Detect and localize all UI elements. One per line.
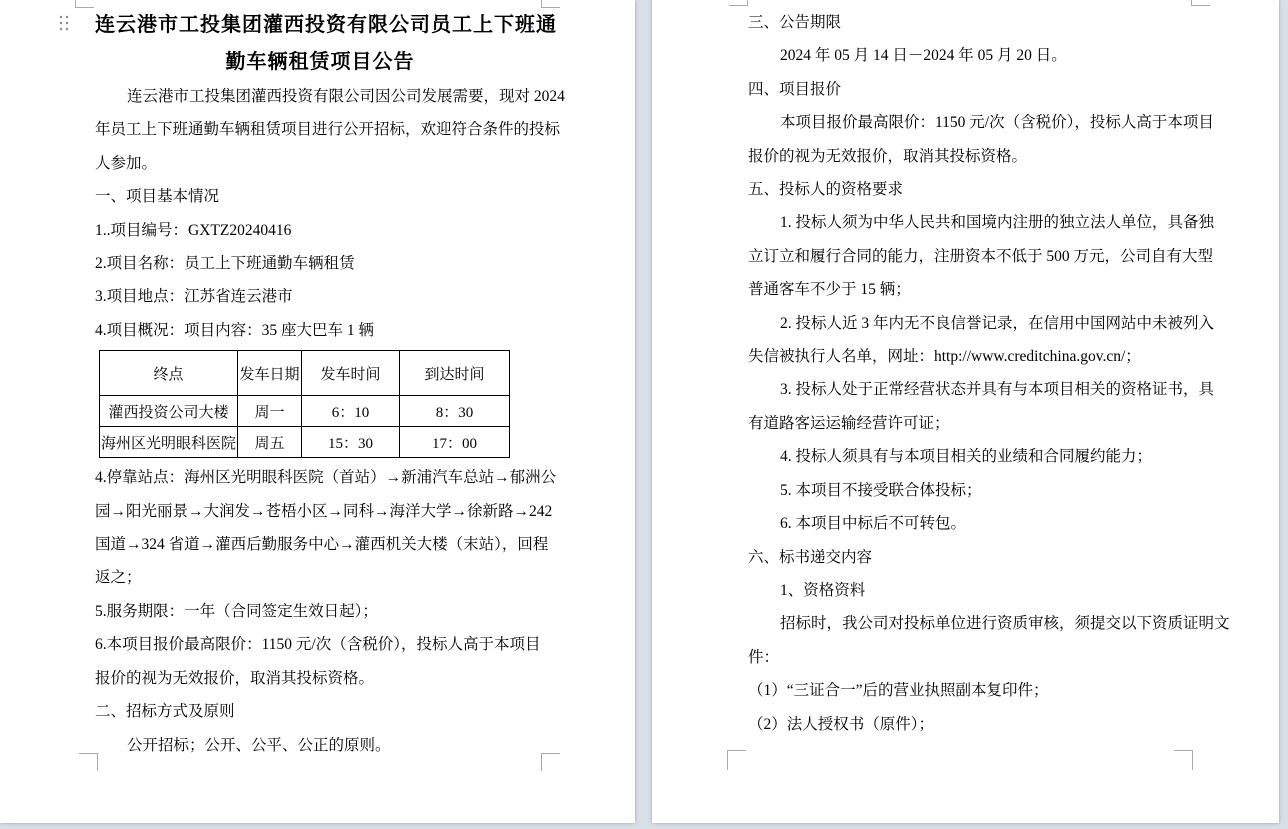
text-line[interactable]: 国道→324 省道→灌西后勤服务中心→灌西机关大楼（末站），回程 bbox=[95, 536, 549, 554]
page-2-text-area bbox=[748, 6, 1230, 741]
text-line[interactable]: 3.项目地点：江苏省连云港市 bbox=[95, 288, 293, 306]
text-line[interactable]: 2024 年 05 月 14 日－2024 年 05 月 20 日。 bbox=[780, 47, 1067, 65]
text-line[interactable]: 人参加。 bbox=[95, 154, 158, 172]
text-line[interactable]: 件： bbox=[748, 648, 780, 666]
text-line[interactable]: 2. 投标人近 3 年内无不良信誉记录，在信用中国网站中未被列入 bbox=[780, 314, 1215, 332]
text-line[interactable]: 1..项目编号：GXTZ20240416 bbox=[95, 221, 292, 239]
text-line[interactable]: 4.项目概况：项目内容：35 座大巴车 1 辆 bbox=[95, 321, 375, 339]
section-heading[interactable]: 二、招标方式及原则 bbox=[95, 703, 235, 721]
table-row bbox=[100, 427, 510, 458]
table-header-cell[interactable]: 发车时间 bbox=[302, 351, 400, 396]
text-line[interactable]: 返之； bbox=[95, 569, 142, 587]
text-line[interactable]: 有道路客运运输经营许可证； bbox=[748, 414, 950, 432]
text-line[interactable]: 5. 本项目不接受联合体投标； bbox=[780, 481, 982, 499]
table-cell[interactable]: 周一 bbox=[238, 396, 302, 427]
table-cell[interactable]: 17：00 bbox=[400, 427, 510, 458]
section-heading[interactable]: 一、项目基本情况 bbox=[95, 188, 220, 206]
page-2 bbox=[652, 0, 1279, 823]
table-header-cell[interactable]: 发车日期 bbox=[238, 351, 302, 396]
text-line[interactable]: 报价的视为无效报价，取消其投标资格。 bbox=[748, 147, 1028, 165]
schedule-table bbox=[99, 350, 510, 458]
table-cell[interactable]: 6：10 bbox=[302, 396, 400, 427]
section-heading[interactable]: 三、公告期限 bbox=[748, 14, 842, 31]
page-1-text-area bbox=[95, 6, 565, 762]
margin-crop-mark bbox=[75, 0, 94, 8]
doc-title-line-1[interactable]: 连云港市工投集团灌西投资有限公司员工上下班通 bbox=[95, 12, 557, 36]
table-cell[interactable]: 周五 bbox=[238, 427, 302, 458]
text-line[interactable]: 3. 投标人处于正常经营状态并具有与本项目相关的资格证书，具 bbox=[780, 381, 1215, 399]
text-line[interactable]: 立订立和履行合同的能力，注册资本不低于 500 万元，公司自有大型 bbox=[748, 247, 1214, 265]
table-cell[interactable]: 15：30 bbox=[302, 427, 400, 458]
margin-crop-mark bbox=[1174, 750, 1193, 770]
table-header-row bbox=[100, 351, 510, 396]
table-cell[interactable]: 8：30 bbox=[400, 396, 510, 427]
text-line[interactable]: 6.本项目报价最高限价：1150 元/次（含税价），投标人高于本项目 bbox=[95, 636, 541, 654]
table-header-cell[interactable]: 到达时间 bbox=[400, 351, 510, 396]
section-heading[interactable]: 四、项目报价 bbox=[748, 80, 842, 98]
text-line[interactable]: 4. 投标人须具有与本项目相关的业绩和合同履约能力； bbox=[780, 448, 1153, 466]
page-1 bbox=[0, 0, 635, 823]
text-line[interactable]: 1、资格资料 bbox=[780, 581, 866, 599]
margin-crop-mark bbox=[727, 750, 746, 770]
table-row bbox=[100, 396, 510, 427]
text-line[interactable]: 失信被执行人名单，网址：http://www.creditchina.gov.cn/； bbox=[748, 348, 1141, 366]
text-line[interactable]: 连云港市工投集团灌西投资有限公司因公司发展需要，现对 2024 bbox=[127, 88, 565, 105]
text-line[interactable]: 4.停靠站点：海州区光明眼科医院（首站）→新浦汽车总站→郁洲公 bbox=[95, 469, 557, 487]
paragraph-drag-handle-icon[interactable] bbox=[58, 14, 70, 32]
margin-crop-mark bbox=[729, 0, 748, 6]
text-line[interactable]: 年员工上下班通勤车辆租赁项目进行公开招标，欢迎符合条件的投标 bbox=[95, 121, 561, 139]
text-line[interactable]: 2.项目名称：员工上下班通勤车辆租赁 bbox=[95, 255, 355, 273]
text-line[interactable]: 6. 本项目中标后不可转包。 bbox=[780, 515, 967, 533]
table-cell[interactable]: 海州区光明眼科医院 bbox=[100, 427, 238, 458]
text-line[interactable]: 5.服务期限：一年（合同签定生效日起）； bbox=[95, 602, 378, 620]
text-line[interactable]: 1. 投标人须为中华人民共和国境内注册的独立法人单位，具备独 bbox=[780, 214, 1215, 232]
section-heading[interactable]: 六、标书递交内容 bbox=[748, 548, 873, 566]
doc-title-line-2[interactable]: 勤车辆租赁项目公告 bbox=[225, 49, 415, 73]
text-line[interactable]: 公开招标；公开、公平、公正的原则。 bbox=[127, 736, 391, 754]
margin-crop-mark bbox=[1191, 0, 1210, 6]
text-line[interactable]: （1）“三证合一”后的营业执照副本复印件； bbox=[748, 682, 1049, 700]
text-line[interactable]: 本项目报价最高限价：1150 元/次（含税价），投标人高于本项目 bbox=[780, 114, 1214, 132]
table-cell[interactable]: 灌西投资公司大楼 bbox=[100, 396, 238, 427]
text-line[interactable]: （2）法人授权书（原件）； bbox=[748, 715, 935, 733]
text-line[interactable]: 报价的视为无效报价，取消其投标资格。 bbox=[95, 669, 375, 687]
text-line[interactable]: 普通客车不少于 15 辆； bbox=[748, 281, 911, 299]
text-line[interactable]: 园→阳光丽景→大润发→苍梧小区→同科→海洋大学→徐新路→242 bbox=[95, 502, 553, 520]
section-heading[interactable]: 五、投标人的资格要求 bbox=[748, 181, 904, 199]
text-line[interactable]: 招标时，我公司对投标单位进行资质审核，须提交以下资质证明文 bbox=[780, 615, 1230, 633]
table-header-cell[interactable]: 终点 bbox=[100, 351, 238, 396]
